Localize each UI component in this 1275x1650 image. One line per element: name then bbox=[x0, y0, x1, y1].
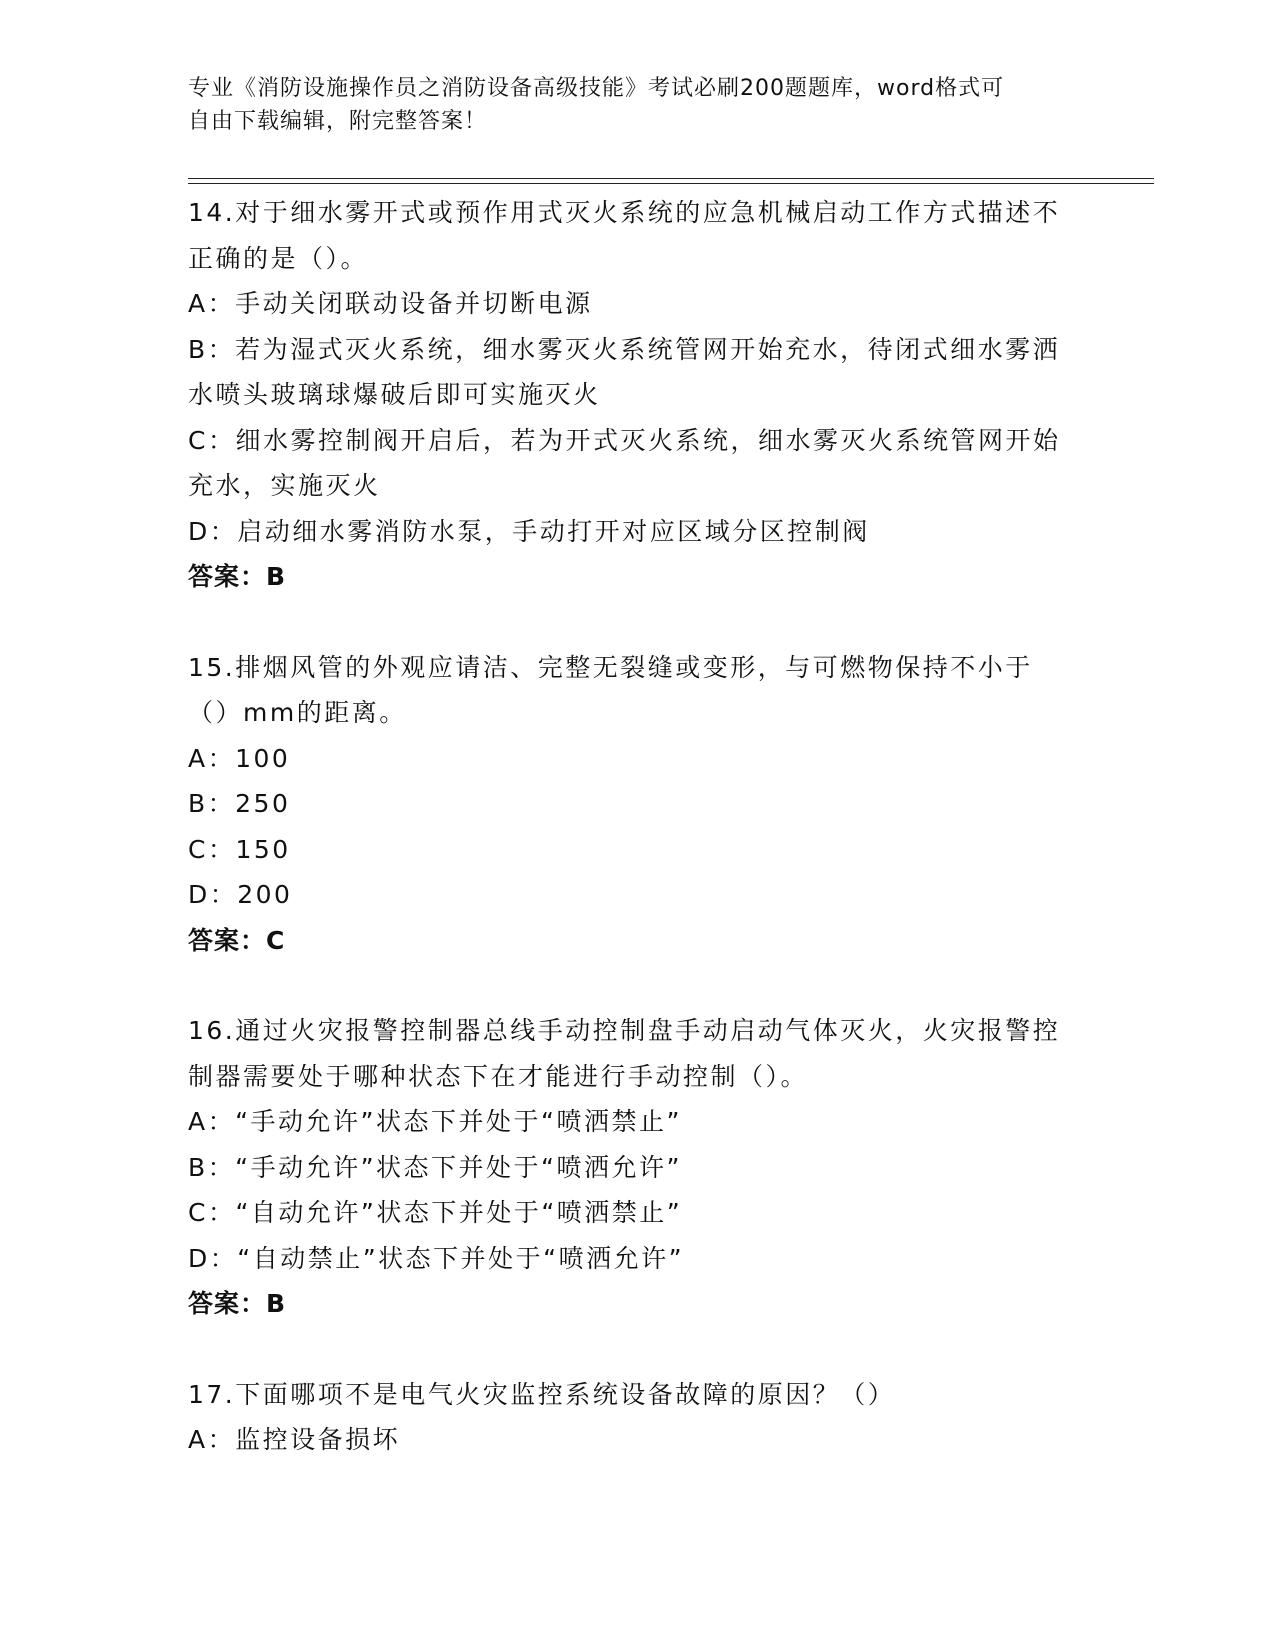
option-b: B：若为湿式灭火系统，细水雾灭火系统管网开始充水，待闭式细水雾洒水喷头玻璃球爆破后即可实施灭火 bbox=[188, 334, 1061, 409]
question-15 bbox=[188, 645, 1068, 964]
header-divider-top bbox=[188, 178, 1154, 179]
header-line-2: 自由下载编辑，附完整答案！ bbox=[188, 109, 488, 134]
option-c: C：“自动允许”状态下并处于“喷洒禁止” bbox=[188, 1198, 683, 1227]
question-14 bbox=[188, 190, 1068, 600]
option-d: D：启动细水雾消防水泵，手动打开对应区域分区控制阀 bbox=[188, 516, 870, 546]
question-text: 14.对于细水雾开式或预作用式灭火系统的应急机械启动工作方式描述不正确的是（）。 bbox=[188, 198, 1061, 273]
option-b: B：“手动允许”状态下并处于“喷洒允许” bbox=[188, 1152, 682, 1182]
question-17 bbox=[188, 1372, 1068, 1463]
option-c: C：细水雾控制阀开启后，若为开式灭火系统，细水雾灭火系统管网开始充水，实施灭火 bbox=[188, 425, 1061, 500]
question-text: 16.通过火灾报警控制器总线手动控制盘手动启动气体灭火，火灾报警控制器需要处于哪种状态下在才能进行手动控制（）。 bbox=[188, 1016, 1061, 1091]
option-b: B：250 bbox=[188, 789, 291, 818]
page-header bbox=[188, 72, 1068, 138]
option-c: C：150 bbox=[188, 834, 291, 864]
question-list bbox=[188, 190, 1068, 1508]
option-a: A：100 bbox=[188, 743, 291, 773]
header-line-1: 专业《消防设施操作员之消防设备高级技能》考试必刷200题题库，word格式可 bbox=[188, 76, 1005, 101]
answer-label: 答案：C bbox=[188, 925, 286, 955]
option-d: D：“自动禁止”状态下并处于“喷洒允许” bbox=[188, 1243, 685, 1273]
option-a: A：手动关闭联动设备并切断电源 bbox=[188, 289, 593, 318]
option-a: A：监控设备损坏 bbox=[188, 1425, 401, 1454]
option-a: A：“手动允许”状态下并处于“喷洒禁止” bbox=[188, 1107, 682, 1136]
answer-label: 答案：B bbox=[188, 562, 287, 591]
question-text: 17.下面哪项不是电气火灾监控系统设备故障的原因？（） bbox=[188, 1379, 896, 1409]
answer-label: 答案：B bbox=[188, 1289, 287, 1318]
question-16 bbox=[188, 1008, 1068, 1327]
option-d: D：200 bbox=[188, 880, 293, 909]
question-text: 15.排烟风管的外观应请洁、完整无裂缝或变形，与可燃物保持不小于（）mm的距离。 bbox=[188, 652, 1033, 727]
header-divider-bottom bbox=[188, 183, 1154, 184]
